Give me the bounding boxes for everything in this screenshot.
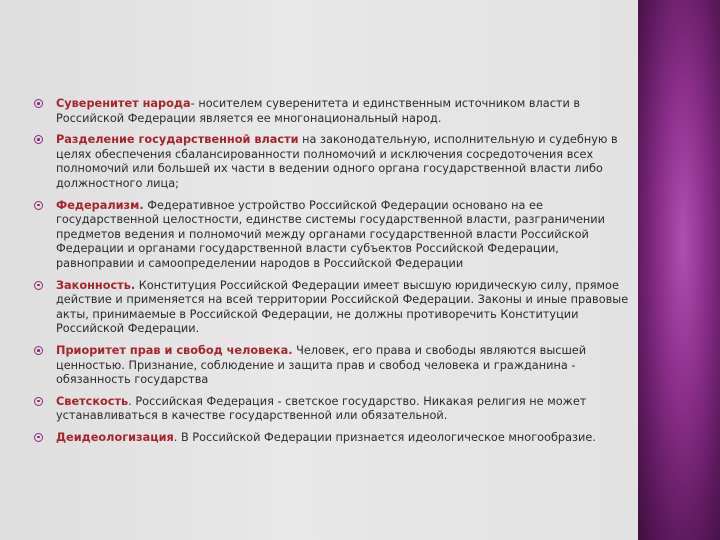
principle-text: на законодательную, исполнительную и судебную в целях обеспечения сбалансированности полномочий и исключения сосредоточения всех полномочий или большей их части в ведении одного органа государственной власти либо должностного лица; <box>56 133 618 190</box>
principle-text: Человек, его права и свободы являются высшей ценностью. Признание, соблюдение и защита прав и свобод человека и гражданина - обязанность государства <box>56 343 587 387</box>
principle-text: . В Российской Федерации признается идеологическое многообразие. <box>173 430 596 444</box>
list-item <box>34 199 640 272</box>
list-item <box>34 279 640 337</box>
bullet-marker-icon <box>34 135 43 144</box>
principle-term: Законность. <box>56 278 136 292</box>
bullet-marker-icon <box>34 433 43 442</box>
bullet-marker-icon <box>34 346 43 355</box>
principle-term: Деидеологизация <box>56 430 174 444</box>
list-item <box>34 395 640 424</box>
list-item <box>34 431 640 446</box>
principle-text: . Российская Федерация - светское государство. Никакая религия не может устанавливаться в качестве государственной или обязательной. <box>56 394 587 423</box>
purple-accent-bar <box>638 0 720 540</box>
principles-list <box>34 97 640 452</box>
list-item <box>34 97 640 126</box>
principle-term: Суверенитет народа <box>56 97 191 110</box>
list-item <box>34 133 640 191</box>
principle-text: Конституция Российской Федерации имеет высшую юридическую силу, прямое действие и применяется на всей территории Российской Федерации. Законы и иные правовые акты, принимаемые в Российской Федерации, не должны противоречить Конституции Российской Федерации. <box>56 278 629 336</box>
bullet-marker-icon <box>34 397 43 406</box>
principle-text: Федеративное устройство Российской Федерации основано на ее государственной целостности, единстве системы государственной власти, разграничении предметов ведения и полномочий между органами государственной власти Российской Федерации и органами государственной власти субъектов Российской Федерации, равноправии и самоопределении народов в Российской Федерации <box>56 198 605 270</box>
principle-term: Федерализм. <box>56 198 144 212</box>
principle-term: Приоритет прав и свобод человека. <box>56 343 293 357</box>
bullet-marker-icon <box>34 281 43 290</box>
bullet-marker-icon <box>34 99 43 108</box>
list-item <box>34 344 640 388</box>
bullet-marker-icon <box>34 201 43 210</box>
principle-term: Светскость <box>56 394 129 408</box>
principle-text: - носителем суверенитета и единственным источником власти в Российской Федерации является ее многонациональный народ. <box>56 97 581 125</box>
principle-term: Разделение государственной власти <box>56 133 299 147</box>
